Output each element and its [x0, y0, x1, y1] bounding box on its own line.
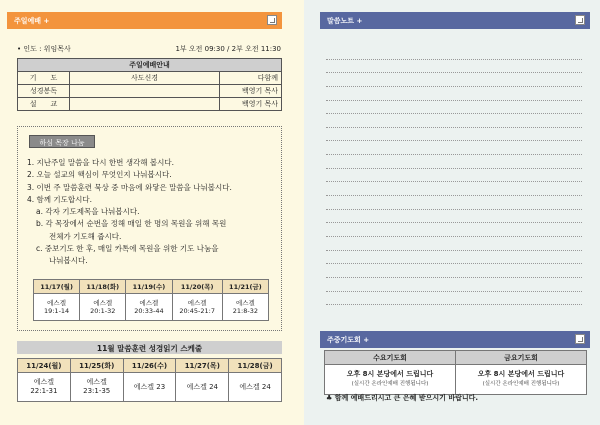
notes-header-title: 말씀노트 +	[327, 17, 363, 25]
list-item: 2. 오늘 설교의 핵심이 무엇인지 나눠봅시다.	[27, 170, 172, 180]
prayer-header-title: 주중기도회 +	[327, 336, 370, 344]
preacher-text: • 인도 : 위임목사	[17, 45, 71, 53]
notes-header	[320, 12, 590, 29]
worship-header-title: 주일예배 +	[14, 17, 50, 25]
devotion-box	[17, 126, 282, 331]
devotion-reading-table: 11/17(월) 11/18(화) 11/19(수) 11/20(목) 11/21(금) 에스겔 19:1-14 에스겔 20:1-32 에스겔 20:33-44 에스겔 20:45-21:7 에스겔 21:8-32	[33, 279, 269, 321]
bookmark-icon	[575, 334, 585, 344]
list-item: 1. 지난주일 말씀을 다시 한번 생각해 봅시다.	[27, 158, 175, 167]
footer-note: ♣ 함께 예배드리시고 큰 은혜 받으시기 바랍니다.	[326, 394, 479, 402]
notes-lines[interactable]	[326, 46, 582, 305]
right-page	[304, 0, 600, 425]
list-item: c. 중보기도 한 후, 매일 카톡에 목원을 위한 기도 나눔을	[36, 244, 219, 254]
table-row: 성경봉독 백영기 목사	[18, 85, 282, 98]
table-row: 설 교 백영기 목사	[18, 98, 282, 111]
service-times: 1부 오전 09:30 / 2부 오전 11:30	[175, 45, 281, 53]
friday-prayer-label: 금요기도회	[456, 351, 587, 365]
worship-header	[7, 12, 282, 29]
list-item: 4. 함께 기도합시다.	[27, 194, 93, 204]
service-table-title: 주일예배안내	[18, 59, 282, 72]
prayer-table: 수요기도회 금요기도회 오후 8시 본당에서 드립니다 (실시간 온라인예배 진행됩니다) 오후 8시 본당에서 드립니다 (실시간 온라인예배 진행됩니다)	[324, 350, 587, 395]
devotion-list	[27, 157, 275, 268]
devotion-title: 하심 목장 나눔	[29, 135, 95, 148]
bookmark-icon	[575, 15, 585, 25]
table-row: 기 도 사도신경 다함께	[18, 72, 282, 85]
list-item: b. 각 목장에서 순번을 정해 매일 한 명의 목원을 위해 목원	[36, 219, 227, 229]
service-info	[17, 44, 281, 54]
list-item: 3. 이번 주 말씀훈련 묵상 중 마음에 와닿은 말씀을 나눠봅시다.	[27, 182, 232, 192]
list-item: 전체가 기도해 줍시다.	[49, 231, 122, 241]
wednesday-prayer-label: 수요기도회	[325, 351, 456, 365]
list-item: a. 각자 기도제목을 나눠봅시다.	[36, 207, 140, 217]
bookmark-icon	[267, 15, 277, 25]
list-item: 나눠봅시다.	[49, 256, 88, 266]
service-table	[17, 58, 282, 111]
schedule-table: 11/24(월) 11/25(화) 11/26(수) 11/27(목) 11/28(금) 에스겔 22:1-31 에스겔 23:1-35 에스겔 23 에스겔 24 에스겔 24	[17, 358, 282, 402]
schedule-title: 11월 말씀훈련 성경읽기 스케줄	[17, 341, 282, 354]
prayer-header	[320, 331, 590, 348]
